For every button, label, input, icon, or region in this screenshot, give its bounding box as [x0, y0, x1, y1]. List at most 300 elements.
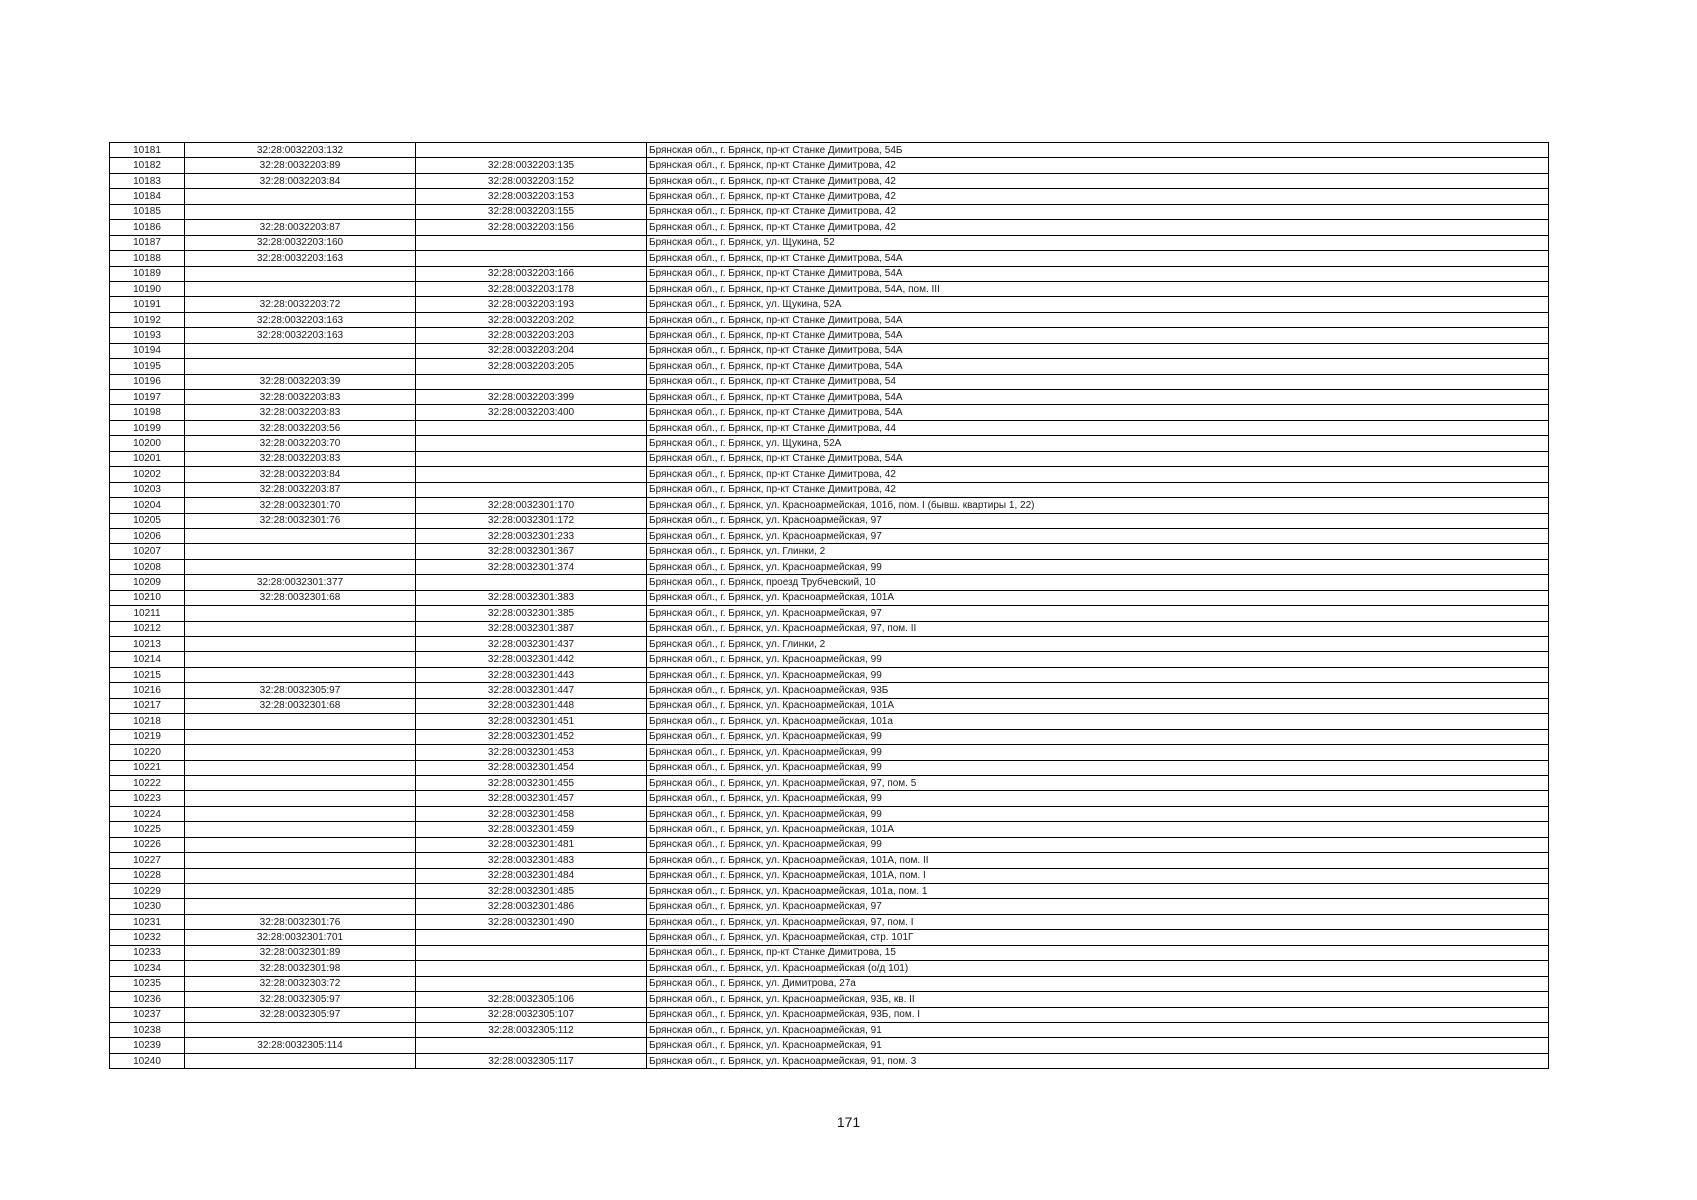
row-number-cell: 10229: [110, 884, 185, 899]
object-cadastral-number-cell: 32:28:0032301:452: [416, 729, 647, 744]
land-cadastral-number-cell: 32:28:0032301:70: [185, 498, 416, 513]
table-row: [110, 884, 1549, 899]
land-cadastral-number-cell: 32:28:0032303:72: [185, 976, 416, 991]
object-cadastral-number-cell: 32:28:0032305:112: [416, 1022, 647, 1037]
address-cell: Брянская обл., г. Брянск, ул. Красноармейская, 99: [647, 667, 1549, 682]
address-cell: Брянская обл., г. Брянск, ул. Красноармейская, 99: [647, 837, 1549, 852]
land-cadastral-number-cell: 32:28:0032203:56: [185, 420, 416, 435]
address-cell: Брянская обл., г. Брянск, ул. Красноармейская, 99: [647, 559, 1549, 574]
address-cell: Брянская обл., г. Брянск, пр-кт Станке Димитрова, 54А: [647, 359, 1549, 374]
row-number-cell: 10208: [110, 559, 185, 574]
table-row: [110, 683, 1549, 698]
land-cadastral-number-cell: 32:28:0032301:68: [185, 698, 416, 713]
table-row: [110, 513, 1549, 528]
land-cadastral-number-cell: [185, 760, 416, 775]
row-number-cell: 10192: [110, 312, 185, 327]
address-cell: Брянская обл., г. Брянск, пр-кт Станке Димитрова, 54Б: [647, 143, 1549, 158]
row-number-cell: 10223: [110, 791, 185, 806]
address-cell: Брянская обл., г. Брянск, пр-кт Станке Димитрова, 54А: [647, 328, 1549, 343]
address-cell: Брянская обл., г. Брянск, ул. Щукина, 52А: [647, 297, 1549, 312]
table-row: [110, 544, 1549, 559]
table-row: [110, 837, 1549, 852]
object-cadastral-number-cell: [416, 961, 647, 976]
object-cadastral-number-cell: [416, 575, 647, 590]
row-number-cell: 10234: [110, 961, 185, 976]
row-number-cell: 10240: [110, 1053, 185, 1068]
object-cadastral-number-cell: 32:28:0032301:385: [416, 606, 647, 621]
land-cadastral-number-cell: 32:28:0032203:160: [185, 235, 416, 250]
table-row: [110, 266, 1549, 281]
land-cadastral-number-cell: 32:28:0032305:114: [185, 1038, 416, 1053]
object-cadastral-number-cell: 32:28:0032203:178: [416, 281, 647, 296]
object-cadastral-number-cell: 32:28:0032203:205: [416, 359, 647, 374]
row-number-cell: 10227: [110, 853, 185, 868]
table-row: [110, 1007, 1549, 1022]
row-number-cell: 10221: [110, 760, 185, 775]
address-cell: Брянская обл., г. Брянск, ул. Красноармейская, 91, пом. 3: [647, 1053, 1549, 1068]
land-cadastral-number-cell: [185, 559, 416, 574]
land-cadastral-number-cell: [185, 837, 416, 852]
land-cadastral-number-cell: 32:28:0032301:76: [185, 513, 416, 528]
object-cadastral-number-cell: 32:28:0032301:483: [416, 853, 647, 868]
land-cadastral-number-cell: 32:28:0032305:97: [185, 992, 416, 1007]
address-cell: Брянская обл., г. Брянск, пр-кт Станке Димитрова, 54: [647, 374, 1549, 389]
row-number-cell: 10222: [110, 775, 185, 790]
object-cadastral-number-cell: 32:28:0032301:454: [416, 760, 647, 775]
row-number-cell: 10183: [110, 173, 185, 188]
row-number-cell: 10226: [110, 837, 185, 852]
table-row: [110, 281, 1549, 296]
row-number-cell: 10237: [110, 1007, 185, 1022]
table-row: [110, 173, 1549, 188]
row-number-cell: 10231: [110, 914, 185, 929]
address-cell: Брянская обл., г. Брянск, ул. Красноармейская, 99: [647, 791, 1549, 806]
table-row: [110, 899, 1549, 914]
table-row: [110, 220, 1549, 235]
object-cadastral-number-cell: [416, 482, 647, 497]
land-cadastral-number-cell: 32:28:0032203:84: [185, 173, 416, 188]
table-row: [110, 637, 1549, 652]
object-cadastral-number-cell: 32:28:0032301:367: [416, 544, 647, 559]
table-row: [110, 775, 1549, 790]
row-number-cell: 10202: [110, 467, 185, 482]
row-number-cell: 10224: [110, 806, 185, 821]
object-cadastral-number-cell: 32:28:0032203:135: [416, 158, 647, 173]
row-number-cell: 10209: [110, 575, 185, 590]
address-cell: Брянская обл., г. Брянск, пр-кт Станке Димитрова, 42: [647, 467, 1549, 482]
address-cell: Брянская обл., г. Брянск, ул. Красноармейская, 91: [647, 1022, 1549, 1037]
address-cell: Брянская обл., г. Брянск, ул. Глинки, 2: [647, 544, 1549, 559]
land-cadastral-number-cell: [185, 822, 416, 837]
address-cell: Брянская обл., г. Брянск, ул. Красноармейская, 97: [647, 513, 1549, 528]
row-number-cell: 10194: [110, 343, 185, 358]
page-number: 171: [836, 1114, 861, 1130]
land-cadastral-number-cell: 32:28:0032203:87: [185, 482, 416, 497]
address-cell: Брянская обл., г. Брянск, ул. Красноармейская, 99: [647, 760, 1549, 775]
address-cell: Брянская обл., г. Брянск, ул. Красноармейская, 101А, пом. II: [647, 853, 1549, 868]
address-cell: Брянская обл., г. Брянск, пр-кт Станке Димитрова, 54А: [647, 390, 1549, 405]
row-number-cell: 10184: [110, 189, 185, 204]
address-cell: Брянская обл., г. Брянск, ул. Красноармейская, 101а, пом. 1: [647, 884, 1549, 899]
object-cadastral-number-cell: 32:28:0032301:458: [416, 806, 647, 821]
row-number-cell: 10198: [110, 405, 185, 420]
table-row: [110, 374, 1549, 389]
address-cell: Брянская обл., г. Брянск, пр-кт Станке Димитрова, 42: [647, 189, 1549, 204]
object-cadastral-number-cell: 32:28:0032301:455: [416, 775, 647, 790]
address-cell: Брянская обл., г. Брянск, ул. Красноармейская, 101б, пом. I (бывш. квартиры 1, 22): [647, 498, 1549, 513]
address-cell: Брянская обл., г. Брянск, ул. Щукина, 52: [647, 235, 1549, 250]
row-number-cell: 10218: [110, 714, 185, 729]
object-cadastral-number-cell: [416, 451, 647, 466]
row-number-cell: 10189: [110, 266, 185, 281]
object-cadastral-number-cell: 32:28:0032203:155: [416, 204, 647, 219]
address-cell: Брянская обл., г. Брянск, ул. Красноармейская, 93Б: [647, 683, 1549, 698]
land-cadastral-number-cell: [185, 775, 416, 790]
land-cadastral-number-cell: [185, 637, 416, 652]
table-row: [110, 575, 1549, 590]
table-row: [110, 390, 1549, 405]
address-cell: Брянская обл., г. Брянск, пр-кт Станке Димитрова, 42: [647, 173, 1549, 188]
row-number-cell: 10195: [110, 359, 185, 374]
address-cell: Брянская обл., г. Брянск, ул. Красноармейская, 97, пом. II: [647, 621, 1549, 636]
address-cell: Брянская обл., г. Брянск, ул. Красноармейская, 99: [647, 652, 1549, 667]
land-cadastral-number-cell: [185, 189, 416, 204]
table-row: [110, 251, 1549, 266]
object-cadastral-number-cell: 32:28:0032203:202: [416, 312, 647, 327]
object-cadastral-number-cell: 32:28:0032301:443: [416, 667, 647, 682]
address-cell: Брянская обл., г. Брянск, пр-кт Станке Димитрова, 42: [647, 158, 1549, 173]
row-number-cell: 10232: [110, 930, 185, 945]
land-cadastral-number-cell: [185, 791, 416, 806]
land-cadastral-number-cell: [185, 714, 416, 729]
row-number-cell: 10188: [110, 251, 185, 266]
row-number-cell: 10219: [110, 729, 185, 744]
row-number-cell: 10239: [110, 1038, 185, 1053]
land-cadastral-number-cell: 32:28:0032301:68: [185, 590, 416, 605]
table-row: [110, 235, 1549, 250]
table-row: [110, 729, 1549, 744]
address-cell: Брянская обл., г. Брянск, ул. Красноармейская, 97: [647, 528, 1549, 543]
table-row: [110, 914, 1549, 929]
address-cell: Брянская обл., г. Брянск, ул. Красноармейская, 97, пом. 5: [647, 775, 1549, 790]
land-cadastral-number-cell: [185, 606, 416, 621]
object-cadastral-number-cell: 32:28:0032203:399: [416, 390, 647, 405]
address-cell: Брянская обл., г. Брянск, пр-кт Станке Димитрова, 54А, пом. III: [647, 281, 1549, 296]
row-number-cell: 10206: [110, 528, 185, 543]
object-cadastral-number-cell: [416, 1038, 647, 1053]
object-cadastral-number-cell: [416, 374, 647, 389]
table-row: [110, 467, 1549, 482]
row-number-cell: 10193: [110, 328, 185, 343]
row-number-cell: 10185: [110, 204, 185, 219]
row-number-cell: 10187: [110, 235, 185, 250]
table-row: [110, 1053, 1549, 1068]
row-number-cell: 10210: [110, 590, 185, 605]
land-cadastral-number-cell: 32:28:0032203:87: [185, 220, 416, 235]
row-number-cell: 10220: [110, 745, 185, 760]
object-cadastral-number-cell: 32:28:0032301:447: [416, 683, 647, 698]
land-cadastral-number-cell: 32:28:0032203:163: [185, 251, 416, 266]
object-cadastral-number-cell: [416, 467, 647, 482]
address-cell: Брянская обл., г. Брянск, ул. Красноармейская, 101а: [647, 714, 1549, 729]
address-cell: Брянская обл., г. Брянск, ул. Красноармейская, стр. 101Г: [647, 930, 1549, 945]
land-cadastral-number-cell: [185, 729, 416, 744]
object-cadastral-number-cell: 32:28:0032301:484: [416, 868, 647, 883]
address-cell: Брянская обл., г. Брянск, ул. Красноармейская, 99: [647, 745, 1549, 760]
table-row: [110, 436, 1549, 451]
address-cell: Брянская обл., г. Брянск, ул. Красноармейская, 99: [647, 806, 1549, 821]
land-cadastral-number-cell: 32:28:0032203:89: [185, 158, 416, 173]
address-cell: Брянская обл., г. Брянск, ул. Красноармейская, 99: [647, 729, 1549, 744]
land-cadastral-number-cell: 32:28:0032203:132: [185, 143, 416, 158]
address-cell: Брянская обл., г. Брянск, пр-кт Станке Димитрова, 54А: [647, 251, 1549, 266]
table-row: [110, 590, 1549, 605]
row-number-cell: 10214: [110, 652, 185, 667]
land-cadastral-number-cell: 32:28:0032301:89: [185, 945, 416, 960]
table-row: [110, 806, 1549, 821]
object-cadastral-number-cell: [416, 976, 647, 991]
land-cadastral-number-cell: 32:28:0032203:163: [185, 328, 416, 343]
land-cadastral-number-cell: 32:28:0032203:163: [185, 312, 416, 327]
table-row: [110, 312, 1549, 327]
table-row: [110, 359, 1549, 374]
land-cadastral-number-cell: [185, 1022, 416, 1037]
land-cadastral-number-cell: [185, 899, 416, 914]
registry-table-body: [110, 143, 1549, 1069]
object-cadastral-number-cell: [416, 945, 647, 960]
table-row: [110, 498, 1549, 513]
table-row: [110, 606, 1549, 621]
table-row: [110, 158, 1549, 173]
table-row: [110, 853, 1549, 868]
land-cadastral-number-cell: [185, 266, 416, 281]
table-row: [110, 760, 1549, 775]
land-cadastral-number-cell: [185, 853, 416, 868]
object-cadastral-number-cell: [416, 930, 647, 945]
land-cadastral-number-cell: 32:28:0032203:84: [185, 467, 416, 482]
row-number-cell: 10186: [110, 220, 185, 235]
land-cadastral-number-cell: 32:28:0032203:83: [185, 405, 416, 420]
table-row: [110, 745, 1549, 760]
table-row: [110, 189, 1549, 204]
address-cell: Брянская обл., г. Брянск, пр-кт Станке Димитрова, 42: [647, 220, 1549, 235]
land-cadastral-number-cell: [185, 343, 416, 358]
row-number-cell: 10199: [110, 420, 185, 435]
table-row: [110, 1038, 1549, 1053]
land-cadastral-number-cell: [185, 621, 416, 636]
object-cadastral-number-cell: 32:28:0032203:400: [416, 405, 647, 420]
land-cadastral-number-cell: 32:28:0032203:72: [185, 297, 416, 312]
table-row: [110, 204, 1549, 219]
row-number-cell: 10215: [110, 667, 185, 682]
land-cadastral-number-cell: [185, 806, 416, 821]
land-cadastral-number-cell: [185, 652, 416, 667]
table-row: [110, 621, 1549, 636]
object-cadastral-number-cell: 32:28:0032301:481: [416, 837, 647, 852]
address-cell: Брянская обл., г. Брянск, пр-кт Станке Димитрова, 42: [647, 482, 1549, 497]
land-cadastral-number-cell: 32:28:0032203:83: [185, 390, 416, 405]
land-cadastral-number-cell: 32:28:0032301:98: [185, 961, 416, 976]
land-cadastral-number-cell: 32:28:0032301:377: [185, 575, 416, 590]
land-cadastral-number-cell: [185, 1053, 416, 1068]
table-row: [110, 451, 1549, 466]
address-cell: Брянская обл., г. Брянск, ул. Димитрова, 27а: [647, 976, 1549, 991]
object-cadastral-number-cell: 32:28:0032301:172: [416, 513, 647, 528]
object-cadastral-number-cell: [416, 143, 647, 158]
table-row: [110, 328, 1549, 343]
table-row: [110, 143, 1549, 158]
table-row: [110, 961, 1549, 976]
object-cadastral-number-cell: 32:28:0032301:459: [416, 822, 647, 837]
land-cadastral-number-cell: 32:28:0032301:76: [185, 914, 416, 929]
table-row: [110, 343, 1549, 358]
land-cadastral-number-cell: 32:28:0032203:39: [185, 374, 416, 389]
land-cadastral-number-cell: 32:28:0032305:97: [185, 683, 416, 698]
land-cadastral-number-cell: [185, 528, 416, 543]
table-row: [110, 559, 1549, 574]
table-row: [110, 822, 1549, 837]
object-cadastral-number-cell: 32:28:0032203:203: [416, 328, 647, 343]
object-cadastral-number-cell: 32:28:0032301:374: [416, 559, 647, 574]
table-row: [110, 297, 1549, 312]
object-cadastral-number-cell: 32:28:0032305:106: [416, 992, 647, 1007]
table-row: [110, 482, 1549, 497]
table-row: [110, 1022, 1549, 1037]
object-cadastral-number-cell: 32:28:0032301:486: [416, 899, 647, 914]
address-cell: Брянская обл., г. Брянск, пр-кт Станке Димитрова, 15: [647, 945, 1549, 960]
object-cadastral-number-cell: 32:28:0032301:451: [416, 714, 647, 729]
address-cell: Брянская обл., г. Брянск, ул. Красноармейская, 97: [647, 899, 1549, 914]
object-cadastral-number-cell: 32:28:0032301:457: [416, 791, 647, 806]
land-cadastral-number-cell: 32:28:0032203:70: [185, 436, 416, 451]
row-number-cell: 10233: [110, 945, 185, 960]
table-row: [110, 868, 1549, 883]
row-number-cell: 10197: [110, 390, 185, 405]
address-cell: Брянская обл., г. Брянск, пр-кт Станке Димитрова, 44: [647, 420, 1549, 435]
address-cell: Брянская обл., г. Брянск, ул. Щукина, 52А: [647, 436, 1549, 451]
table-row: [110, 791, 1549, 806]
object-cadastral-number-cell: [416, 420, 647, 435]
object-cadastral-number-cell: [416, 251, 647, 266]
row-number-cell: 10205: [110, 513, 185, 528]
address-cell: Брянская обл., г. Брянск, ул. Красноармейская, 93Б, пом. I: [647, 1007, 1549, 1022]
row-number-cell: 10207: [110, 544, 185, 559]
land-cadastral-number-cell: [185, 281, 416, 296]
row-number-cell: 10201: [110, 451, 185, 466]
object-cadastral-number-cell: 32:28:0032301:448: [416, 698, 647, 713]
address-cell: Брянская обл., г. Брянск, пр-кт Станке Димитрова, 54А: [647, 266, 1549, 281]
address-cell: Брянская обл., г. Брянск, пр-кт Станке Димитрова, 42: [647, 204, 1549, 219]
address-cell: Брянская обл., г. Брянск, ул. Красноармейская, 93Б, кв. II: [647, 992, 1549, 1007]
address-cell: Брянская обл., г. Брянск, ул. Глинки, 2: [647, 637, 1549, 652]
object-cadastral-number-cell: 32:28:0032301:437: [416, 637, 647, 652]
address-cell: Брянская обл., г. Брянск, ул. Красноармейская, 101А: [647, 590, 1549, 605]
row-number-cell: 10181: [110, 143, 185, 158]
row-number-cell: 10228: [110, 868, 185, 883]
land-cadastral-number-cell: 32:28:0032305:97: [185, 1007, 416, 1022]
registry-table: [109, 142, 1549, 1069]
address-cell: Брянская обл., г. Брянск, пр-кт Станке Димитрова, 54А: [647, 405, 1549, 420]
table-row: [110, 714, 1549, 729]
address-cell: Брянская обл., г. Брянск, ул. Красноармейская, 101А: [647, 822, 1549, 837]
object-cadastral-number-cell: 32:28:0032301:453: [416, 745, 647, 760]
row-number-cell: 10236: [110, 992, 185, 1007]
land-cadastral-number-cell: [185, 868, 416, 883]
row-number-cell: 10182: [110, 158, 185, 173]
row-number-cell: 10213: [110, 637, 185, 652]
table-row: [110, 667, 1549, 682]
row-number-cell: 10204: [110, 498, 185, 513]
object-cadastral-number-cell: 32:28:0032301:387: [416, 621, 647, 636]
land-cadastral-number-cell: [185, 544, 416, 559]
object-cadastral-number-cell: 32:28:0032301:485: [416, 884, 647, 899]
row-number-cell: 10196: [110, 374, 185, 389]
row-number-cell: 10200: [110, 436, 185, 451]
land-cadastral-number-cell: [185, 359, 416, 374]
table-row: [110, 420, 1549, 435]
table-row: [110, 992, 1549, 1007]
land-cadastral-number-cell: [185, 204, 416, 219]
object-cadastral-number-cell: 32:28:0032301:442: [416, 652, 647, 667]
address-cell: Брянская обл., г. Брянск, ул. Красноармейская, 91: [647, 1038, 1549, 1053]
row-number-cell: 10238: [110, 1022, 185, 1037]
land-cadastral-number-cell: 32:28:0032203:83: [185, 451, 416, 466]
address-cell: Брянская обл., г. Брянск, пр-кт Станке Димитрова, 54А: [647, 343, 1549, 358]
table-row: [110, 976, 1549, 991]
row-number-cell: 10212: [110, 621, 185, 636]
land-cadastral-number-cell: [185, 745, 416, 760]
object-cadastral-number-cell: 32:28:0032301:233: [416, 528, 647, 543]
row-number-cell: 10191: [110, 297, 185, 312]
object-cadastral-number-cell: 32:28:0032203:152: [416, 173, 647, 188]
object-cadastral-number-cell: 32:28:0032203:156: [416, 220, 647, 235]
row-number-cell: 10203: [110, 482, 185, 497]
row-number-cell: 10235: [110, 976, 185, 991]
table-row: [110, 930, 1549, 945]
object-cadastral-number-cell: 32:28:0032203:153: [416, 189, 647, 204]
row-number-cell: 10190: [110, 281, 185, 296]
object-cadastral-number-cell: [416, 436, 647, 451]
row-number-cell: 10217: [110, 698, 185, 713]
row-number-cell: 10211: [110, 606, 185, 621]
address-cell: Брянская обл., г. Брянск, проезд Трубчевский, 10: [647, 575, 1549, 590]
address-cell: Брянская обл., г. Брянск, пр-кт Станке Димитрова, 54А: [647, 451, 1549, 466]
address-cell: Брянская обл., г. Брянск, ул. Красноармейская, 97: [647, 606, 1549, 621]
row-number-cell: 10216: [110, 683, 185, 698]
table-row: [110, 405, 1549, 420]
object-cadastral-number-cell: 32:28:0032301:490: [416, 914, 647, 929]
land-cadastral-number-cell: [185, 884, 416, 899]
object-cadastral-number-cell: 32:28:0032305:117: [416, 1053, 647, 1068]
address-cell: Брянская обл., г. Брянск, ул. Красноармейская (о/д 101): [647, 961, 1549, 976]
object-cadastral-number-cell: 32:28:0032203:193: [416, 297, 647, 312]
table-row: [110, 945, 1549, 960]
address-cell: Брянская обл., г. Брянск, ул. Красноармейская, 101А, пом. I: [647, 868, 1549, 883]
land-cadastral-number-cell: [185, 667, 416, 682]
object-cadastral-number-cell: 32:28:0032203:166: [416, 266, 647, 281]
row-number-cell: 10225: [110, 822, 185, 837]
table-row: [110, 528, 1549, 543]
address-cell: Брянская обл., г. Брянск, пр-кт Станке Димитрова, 54А: [647, 312, 1549, 327]
object-cadastral-number-cell: 32:28:0032203:204: [416, 343, 647, 358]
address-cell: Брянская обл., г. Брянск, ул. Красноармейская, 97, пом. I: [647, 914, 1549, 929]
table-row: [110, 698, 1549, 713]
table-row: [110, 652, 1549, 667]
object-cadastral-number-cell: 32:28:0032305:107: [416, 1007, 647, 1022]
address-cell: Брянская обл., г. Брянск, ул. Красноармейская, 101А: [647, 698, 1549, 713]
land-cadastral-number-cell: 32:28:0032301:701: [185, 930, 416, 945]
object-cadastral-number-cell: 32:28:0032301:170: [416, 498, 647, 513]
